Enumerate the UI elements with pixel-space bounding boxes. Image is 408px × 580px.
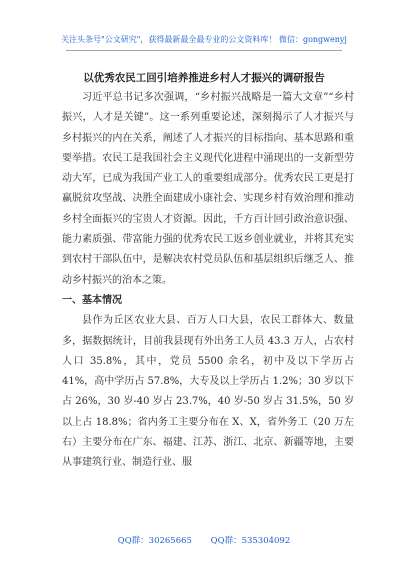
- document-title: 以优秀农民工回引培养推进乡村人才振兴的调研报告: [83, 72, 325, 84]
- header-divider: [66, 50, 342, 51]
- section-heading-basic-situation: 一、基本情况: [62, 294, 122, 306]
- qq-group-1: QQ群：30265665: [117, 536, 192, 546]
- document-body: [62, 88, 354, 474]
- qq-group-2: QQ群：535304092: [210, 536, 291, 546]
- basic-situation-paragraph: 县作为丘区农业大县、百万人口大县，农民工群体大、数量多，据数据统计，目前我县现有外出务工人员 43.3 万人，占农村人口 35.8%，其中，党员 5500 余名，初中及以下学历占 41%，高中学历占 57.8%，大专及以上学历占 1.2%；30 岁以下占 26%，30 岁-40 岁占 23.7%，40 岁-50 岁占 31.5%，50 岁以上占 18.8%；省内务工主要分布在 X、X，省外务工（20 万左右）主要分布在广东、福建、江苏、浙江、北京、新疆等地，主要从事建筑行业、制造行业、服: [62, 315, 354, 469]
- intro-paragraph: 习近平总书记多次强调，“乡村振兴战略是一篇大文章”“乡村振兴，人才是关键”。这一系列重要论述，深刻揭示了人才振兴与乡村振兴的内在关系，阐述了人才振兴的目标指向、基本思路和重要举措。农民工是我国社会主义现代化进程中涌现出的一支新型劳动大军，已成为我国产业工人的重要组成部分。优秀农民工更是打赢脱贫攻坚战、决胜全面建成小康社会、实现乡村有效治理和推动乡村全面振兴的宝贵人才资源。因此，千方百计回引政治意识强、能力素质强、带富能力强的优秀农民工返乡创业就业，并将其充实到农村干部队伍中，是解决农村党员队伍和基层组织后继乏人、推动乡村振兴的治本之策。: [62, 92, 354, 286]
- header-banner: 关注头条号"公文研究"，获得最新最全最专业的公文资料库！ 微信：gongwenyj: [61, 35, 347, 44]
- footer-contact: [30, 534, 378, 546]
